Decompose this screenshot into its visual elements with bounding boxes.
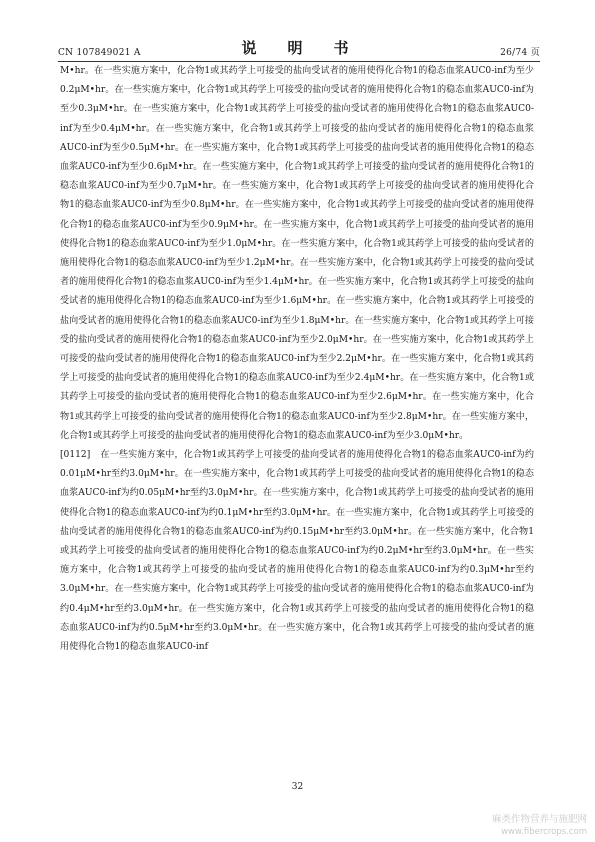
paragraph-text: M•hr。在一些实施方案中，化合物1或其药学上可接受的盐向受试者的施用使得化合物1的稳态血浆AUC0-inf为至少0.2μM•hr。在一些实施方案中，化合物1或其药学上可接受的盐向受试者的施用使得化合物1的稳态血浆AUC0-inf为至少0.3μM•hr。在一些实施方案中，化合物1或其药学上可接受的盐向受试者的施用使得化合物1的稳态血浆AUC0-inf为至少0.4μM•hr。在一些实施方案中，化合物1或其药学上可接受的盐向受试者的施用使得化合物1的稳态血浆AUC0-inf为至少0.5μM•hr。在一些实施方案中，化合物1或其药学上可接受的盐向受试者的施用使得化合物1的稳态血浆AUC0-inf为至少0.6μM•hr。在一些实施方案中，化合物1或其药学上可接受的盐向受试者的施用使得化合物1的稳态血浆AUC0-inf为至少0.7μM•hr。在一些实施方案中，化合物1或其药学上可接受的盐向受试者的施用使得化合物1的稳态血浆AUC0-inf为至少0.8μM•hr。在一些实施方案中，化合物1或其药学上可接受的盐向受试者的施用使得化合物1的稳态血浆AUC0-inf为至少0.9μM•hr。在一些实施方案中，化合物1或其药学上可接受的盐向受试者的施用使得化合物1的稳态血浆AUC0-inf为至少1.0μM•hr。在一些实施方案中，化合物1或其药学上可接受的盐向受试者的施用使得化合物1的稳态血浆AUC0-inf为至少1.2μM•hr。在一些实施方案中，化合物1或其药学上可接受的盐向受试者的施用使得化合物1的稳态血浆AUC0-inf为至少1.4μM•hr。在一些实施方案中，化合物1或其药学上可接受的盐向受试者的施用使得化合物1的稳态血浆AUC0-inf为至少1.6μM•hr。在一些实施方案中，化合物1或其药学上可接受的盐向受试者的施用使得化合物1的稳态血浆AUC0-inf为至少1.8μM•hr。在一些实施方案中，化合物1或其药学上可接受的盐向受试者的施用使得化合物1的稳态血浆AUC0-inf为至少2.0μM•hr。在一些实施方案中，化合物1或其药学上可接受的盐向受试者的施用使得化合物1的稳态血浆AUC0-inf为至少2.2μM•hr。在一些实施方案中，化合物1或其药学上可接受的盐向受试者的施用使得化合物1的稳态血浆AUC0-inf为至少2.4μM•hr。在一些实施方案中，化合物1或其药学上可接受的盐向受试者的施用使得化合物1的稳态血浆AUC0-inf为至少2.6μM•hr。在一些实施方案中，化合物1或其药学上可接受的盐向受试者的施用使得化合物1的稳态血浆AUC0-inf为至少2.8μM•hr。在一些实施方案中，化合物1或其药学上可接受的盐向受试者的施用使得化合物1的稳态血浆AUC0-inf为至少3.0μM•hr。 [60, 66, 534, 441]
document-title: 说 明 书 [241, 39, 357, 57]
paragraph-text: 在一些实施方案中，化合物1或其药学上可接受的盐向受试者的施用使得化合物1的稳态血浆AUC0-inf为约0.01μM•hr至约3.0μM•hr。在一些实施方案中，化合物1或其药学上可接受的盐向受试者的施用使得化合物1的稳态血浆AUC0-inf为约0.05μM•hr至约3.0μM•hr。在一些实施方案中，化合物1或其药学上可接受的盐向受试者的施用使得化合物1的稳态血浆AUC0-inf为约0.1μM•hr至约3.0μM•hr。在一些实施方案中，化合物1或其药学上可接受的盐向受试者的施用使得化合物1的稳态血浆AUC0-inf为约0.15μM•hr至约3.0μM•hr。在一些实施方案中，化合物1或其药学上可接受的盐向受试者的施用使得化合物1的稳态血浆AUC0-inf为约0.2μM•hr至约3.0μM•hr。在一些实施方案中，化合物1或其药学上可接受的盐向受试者的施用使得化合物1的稳态血浆AUC0-inf为约0.3μM•hr至约3.0μM•hr。在一些实施方案中，化合物1或其药学上可接受的盐向受试者的施用使得化合物1的稳态血浆AUC0-inf为约0.4μM•hr至约3.0μM•hr。在一些实施方案中，化合物1或其药学上可接受的盐向受试者的施用使得化合物1的稳态血浆AUC0-inf为约0.5μM•hr至约3.0μM•hr。在一些实施方案中，化合物1或其药学上可接受的盐向受试者的施用使得化合物1的稳态血浆AUC0-inf [60, 450, 534, 653]
watermark-site-name: 麻类作物营养与施肥网 [491, 814, 587, 825]
page-indicator: 26/74 页 [500, 48, 540, 58]
paragraph-number: [0112] [60, 450, 91, 461]
patent-number: CN 107849021 A [58, 48, 141, 58]
page-number: 32 [291, 782, 304, 792]
paragraph-continued [60, 62, 534, 446]
paragraph-0112 [60, 446, 534, 657]
page-header [58, 36, 540, 62]
document-body [60, 62, 534, 657]
watermark [492, 814, 587, 838]
watermark-url: www.fibercrops.com [501, 827, 587, 837]
